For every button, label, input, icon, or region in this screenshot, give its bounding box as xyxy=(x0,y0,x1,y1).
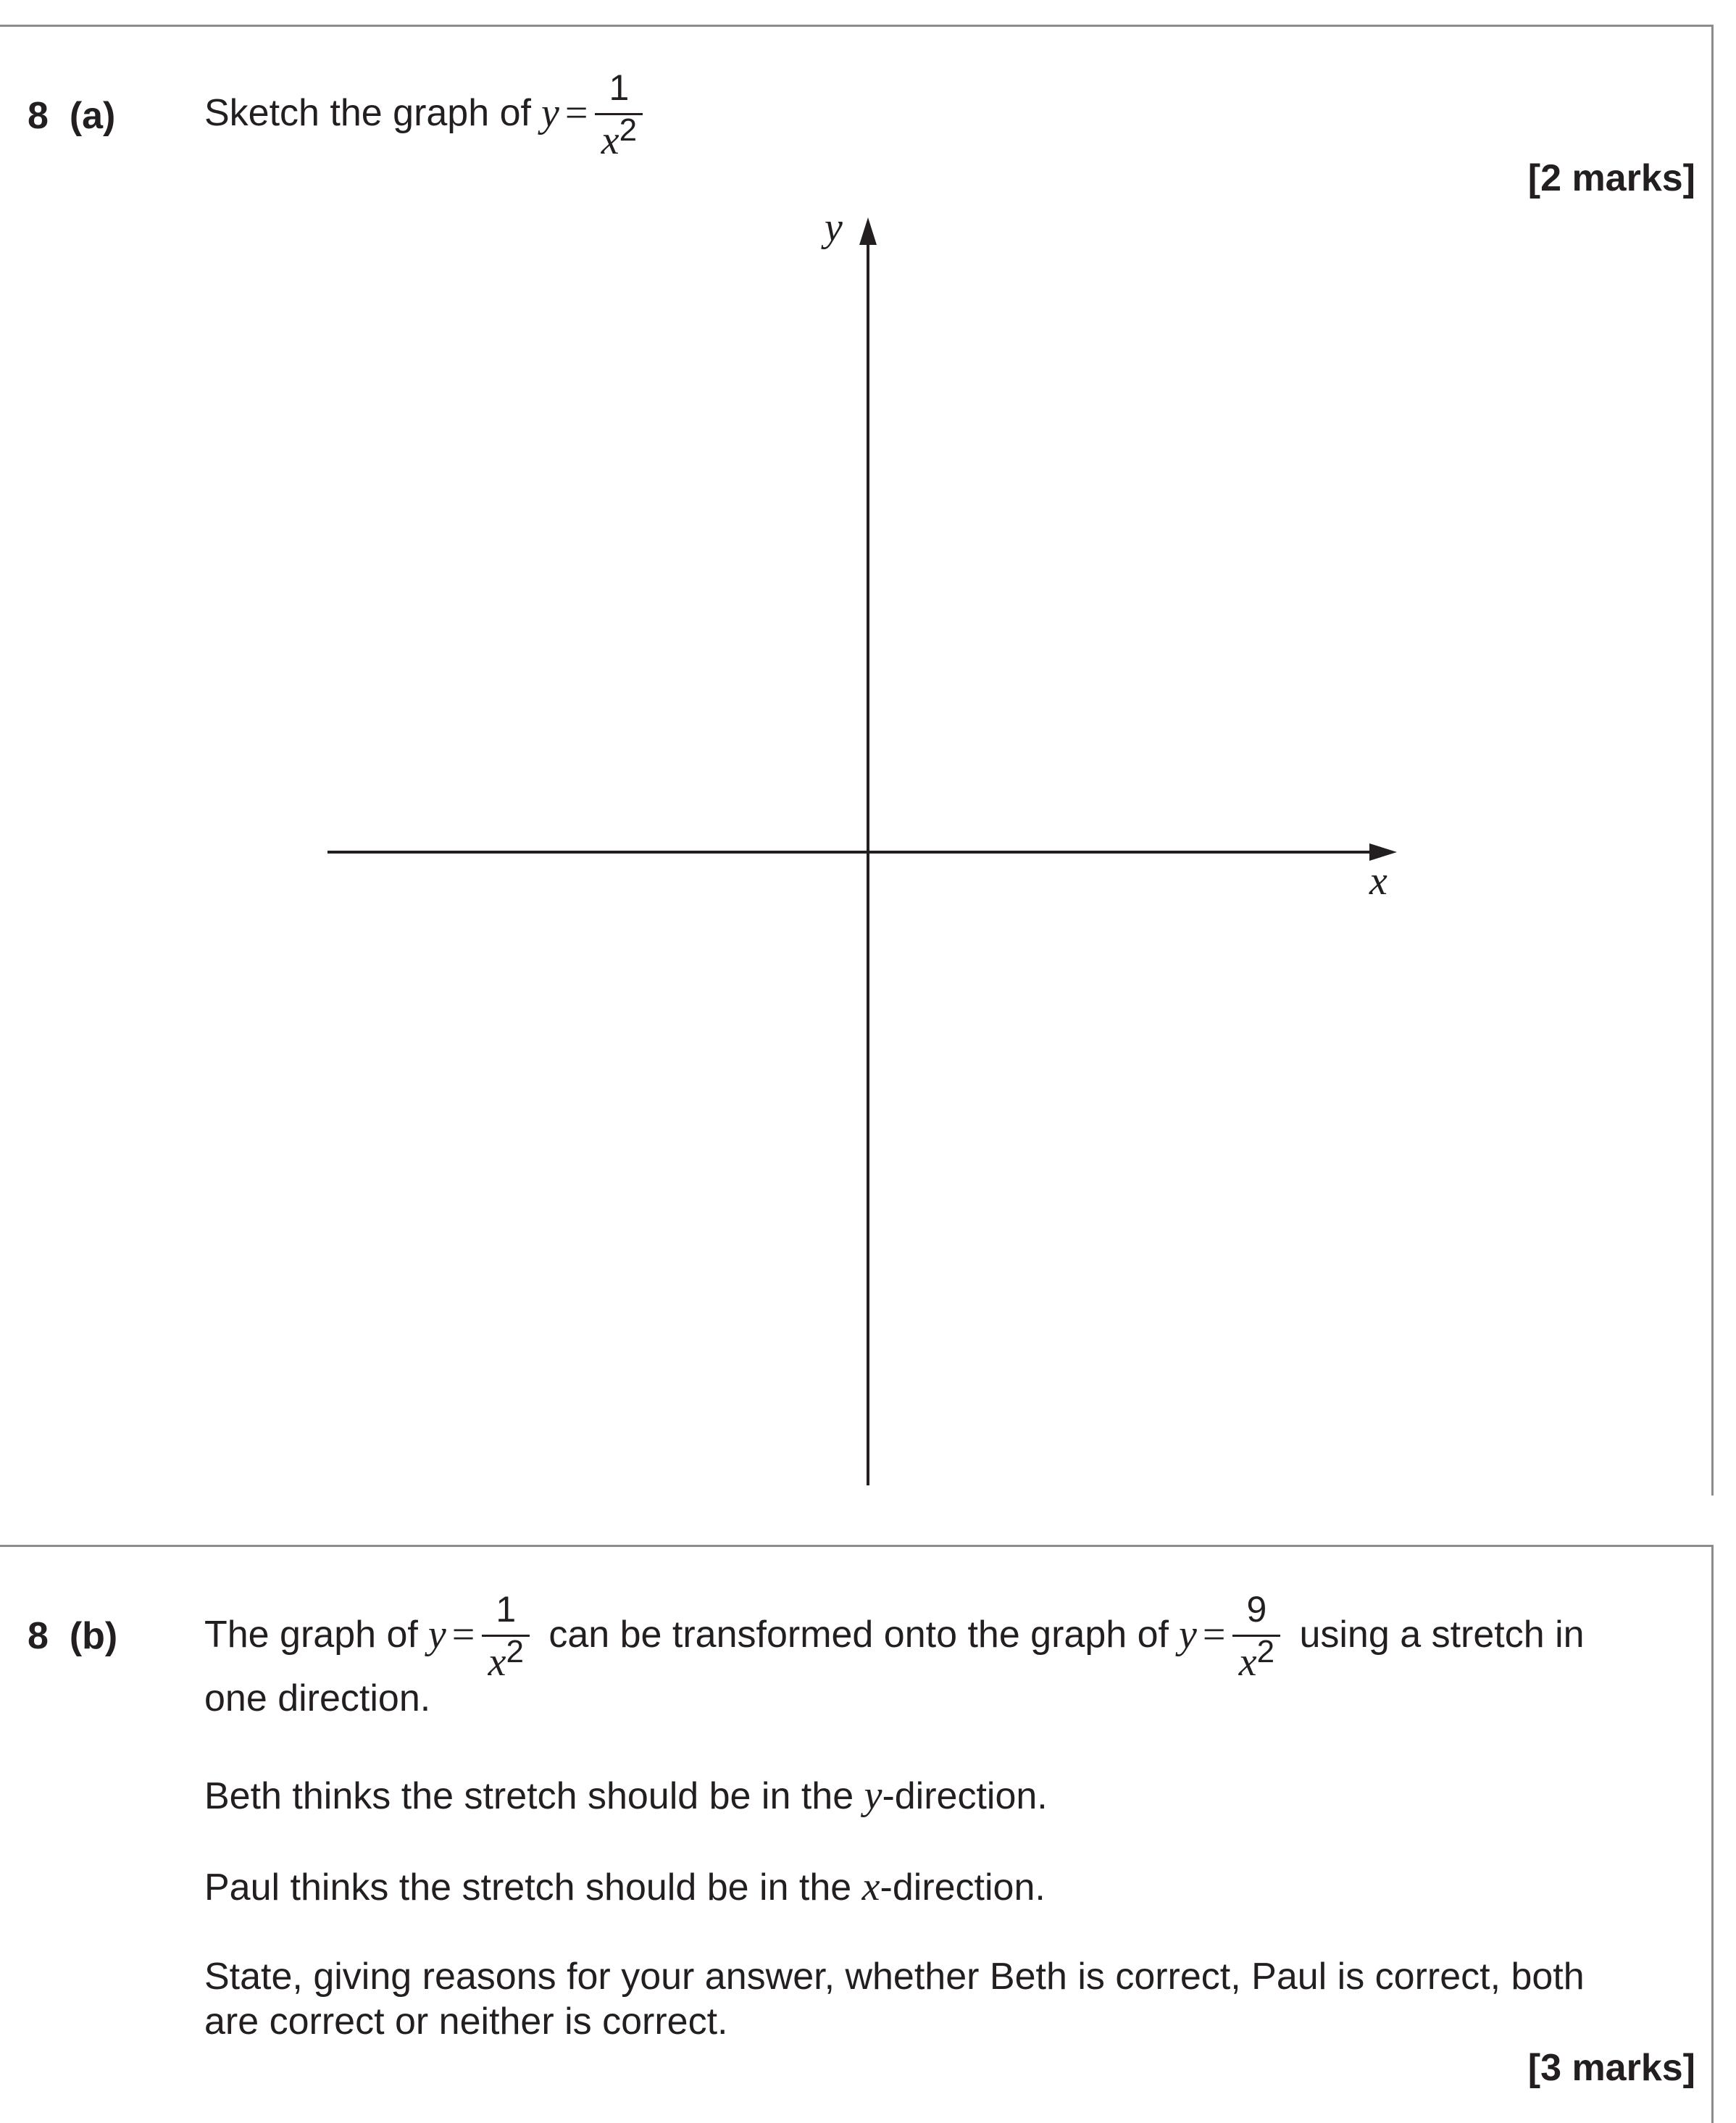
beth-var: y xyxy=(864,1773,882,1818)
line1-mid: can be transformed onto the graph of xyxy=(548,1614,1169,1656)
fraction-2-numerator: 9 xyxy=(1246,1589,1267,1630)
section-divider xyxy=(0,1545,1713,1547)
fraction-2 xyxy=(1231,1589,1282,1685)
beth-pre: Beth thinks the stretch should be in the xyxy=(204,1775,854,1817)
paul-pre: Paul thinks the stretch should be in the xyxy=(204,1867,852,1909)
den1-exp: 2 xyxy=(506,1634,524,1669)
beth-post: -direction. xyxy=(882,1775,1048,1817)
den-exp: 2 xyxy=(619,112,638,148)
den2-var: x xyxy=(1238,1640,1257,1685)
den1-var: x xyxy=(488,1640,506,1685)
line1-pre: The graph of xyxy=(204,1614,418,1656)
eq-lhs: y xyxy=(541,91,559,135)
fraction-1-numerator: 1 xyxy=(496,1589,517,1630)
y-axis-label: y xyxy=(825,205,843,250)
den-var: x xyxy=(601,118,619,163)
eq1-lhs: y xyxy=(427,1612,446,1657)
equation-y-9-over-x2 xyxy=(1179,1589,1282,1685)
fraction-1 xyxy=(480,1589,531,1685)
part-b-line1 xyxy=(204,1589,1585,1685)
question-number-8b: 8 (b) xyxy=(28,1615,118,1657)
beth-statement xyxy=(204,1775,1048,1816)
marks-part-a: [2 marks] xyxy=(1527,157,1695,199)
question-number-8a: 8 (a) xyxy=(28,95,116,137)
part-a-prompt-text: Sketch the graph of xyxy=(204,92,531,134)
paul-statement xyxy=(204,1864,1046,1909)
state-instruction-line2: are correct or neither is correct. xyxy=(204,2001,728,2043)
line1-post: using a stretch in xyxy=(1299,1614,1585,1656)
den2-exp: 2 xyxy=(1256,1634,1275,1669)
equation-y-1-over-x2-b xyxy=(427,1589,531,1685)
y-axis-arrow xyxy=(859,217,877,245)
marks-part-b: [3 marks] xyxy=(1527,2047,1695,2089)
fraction-2-denominator xyxy=(1231,1634,1282,1685)
paul-post: -direction. xyxy=(880,1867,1046,1909)
part-b-line2: one direction. xyxy=(204,1677,431,1719)
eq1-sign: = xyxy=(451,1612,475,1657)
fraction-1-denominator xyxy=(480,1634,531,1685)
x-axis-label: x xyxy=(1369,859,1387,904)
paul-var: x xyxy=(861,1864,880,1909)
eq2-lhs: y xyxy=(1179,1612,1197,1657)
state-instruction-line1: State, giving reasons for your answer, whether Beth is correct, Paul is correct, both xyxy=(204,1956,1585,1998)
eq2-sign: = xyxy=(1202,1612,1226,1657)
right-border-bottom xyxy=(1711,1545,1714,2123)
fraction-numerator: 1 xyxy=(609,67,630,108)
eq-sign: = xyxy=(564,91,588,135)
